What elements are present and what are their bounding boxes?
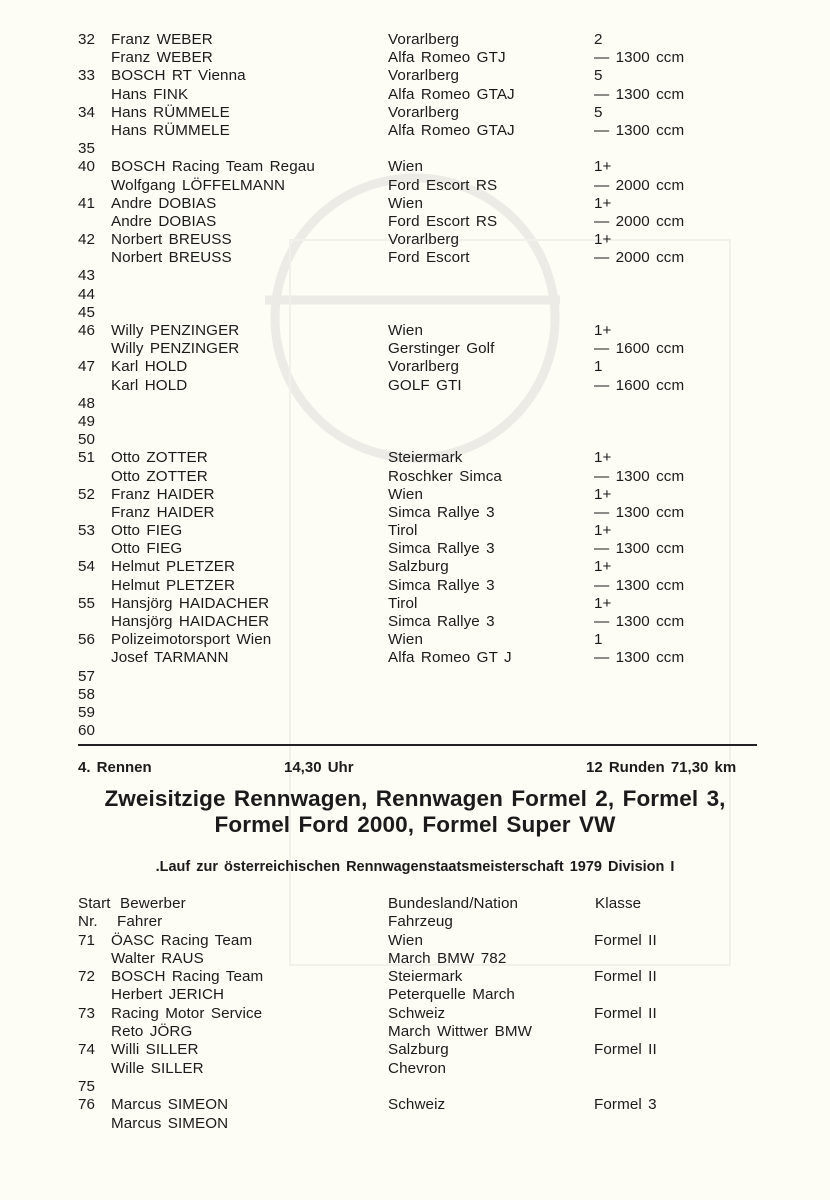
start-number: 76 [78,1096,96,1114]
entry-row [78,486,758,504]
start-number: 58 [78,685,96,703]
entry-row [78,195,758,213]
entrant-name: Helmut PLETZER [111,558,236,576]
entry-class: Formel II [594,931,657,949]
start-number: 59 [78,703,96,721]
entry-class: 1+ [594,449,612,467]
displacement: — 1300 ccm [594,649,685,667]
entry-row [78,522,758,540]
entrant-region: Wien [388,158,424,176]
entrant-region: Salzburg [388,1041,449,1059]
entry-class: 2 [594,31,603,48]
driver-row [78,540,758,558]
entry-list-touring [78,31,758,740]
header-nr: Nr. [78,913,98,931]
race-title-line-2: Formel Ford 2000, Formel Super VW [214,812,616,837]
table-header-row-2 [78,913,758,931]
header-bundesland: Bundesland/Nation [388,895,519,912]
vehicle-name: Alfa Romeo GT J [388,649,512,667]
entry-row [78,1005,758,1023]
driver-name: Franz WEBER [111,49,213,67]
displacement: — 1600 ccm [594,340,685,358]
entrant-name: Hans RÜMMELE [111,103,230,121]
driver-row [78,468,758,486]
driver-row [78,122,758,140]
race-time: 14,30 Uhr [284,759,354,776]
displacement: — 2000 ccm [594,249,685,267]
entrant-region: Vorarlberg [388,231,460,249]
entrant-name: Willy PENZINGER [111,322,240,339]
entry-class: Formel 3 [594,1096,657,1114]
start-number: 34 [78,103,96,121]
driver-row [78,1060,758,1078]
entrant-region: Wien [388,631,424,649]
driver-name: Hans RÜMMELE [111,121,230,139]
driver-row [78,613,758,631]
entry-row [78,322,758,340]
vehicle-name: Peterquelle March [388,986,515,1004]
entry-class: 1+ [594,322,612,339]
vehicle-name: Alfa Romeo GTAJ [388,85,515,103]
driver-row [78,377,758,395]
entry-row [78,704,758,722]
vehicle-name: March Wittwer BMW [388,1023,533,1041]
race-title [60,786,770,838]
entrant-name: Franz WEBER [111,31,213,48]
displacement: — 1600 ccm [594,376,685,394]
vehicle-name: GOLF GTI [388,376,462,394]
entrant-name: Andre DOBIAS [111,194,217,212]
entrant-name: BOSCH Racing Team Regau [111,158,315,176]
entry-row [78,31,758,49]
entrant-name: BOSCH Racing Team [111,968,264,986]
entrant-region: Steiermark [388,449,463,467]
driver-name: Otto ZOTTER [111,467,208,485]
entry-row [78,231,758,249]
driver-row [78,49,758,67]
start-number: 74 [78,1041,96,1059]
header-bewerber: Bewerber [120,895,186,912]
entry-row [78,395,758,413]
entry-list-formula [78,895,758,1133]
driver-row [78,340,758,358]
entry-row [78,932,758,950]
entrant-region: Tirol [388,522,418,540]
vehicle-name: Simca Rallye 3 [388,540,495,558]
start-number: 72 [78,968,96,986]
displacement: — 2000 ccm [594,176,685,194]
start-number: 60 [78,722,96,740]
entry-class: 1+ [594,594,612,612]
start-number: 43 [78,267,96,285]
driver-name: Reto JÖRG [111,1023,193,1041]
driver-name: Andre DOBIAS [111,212,217,230]
driver-row [78,1115,758,1133]
entrant-region: Schweiz [388,1096,446,1114]
entry-row [78,140,758,158]
displacement: — 2000 ccm [594,212,685,230]
start-number: 32 [78,31,96,48]
start-number: 57 [78,667,96,685]
entry-class: 5 [594,103,603,121]
driver-row [78,1023,758,1041]
vehicle-name: Ford Escort [388,249,470,267]
driver-name: Norbert BREUSS [111,249,232,267]
entry-class: 1+ [594,158,612,176]
driver-name: Hans FINK [111,85,189,103]
entrant-name: Norbert BREUSS [111,231,232,249]
entrant-region: Wien [388,322,424,339]
header-fahrer: Fahrer [117,913,163,931]
vehicle-name: Chevron [388,1059,447,1077]
entrant-region: Wien [388,931,424,949]
entry-row [78,968,758,986]
start-number: 53 [78,522,96,540]
entry-row [78,595,758,613]
displacement: — 1300 ccm [594,121,685,139]
entry-row [78,431,758,449]
entry-row [78,104,758,122]
entrant-region: Wien [388,485,424,503]
entrant-name: Polizeimotorsport Wien [111,631,272,649]
start-number: 73 [78,1004,96,1022]
entry-class: 1+ [594,231,612,249]
start-number: 41 [78,194,96,212]
race-distance: 12 Runden 71,30 km [586,759,737,776]
entry-class: 1+ [594,194,612,212]
entrant-region: Wien [388,194,424,212]
start-number: 44 [78,285,96,303]
entry-row [78,158,758,176]
entry-row [78,413,758,431]
entry-row [78,558,758,576]
driver-name: Otto FIEG [111,540,183,558]
start-number: 35 [78,140,96,158]
race-subtitle: .Lauf zur österreichischen Rennwagenstaatsmeisterschaft 1979 Division I [155,859,675,875]
start-number: 51 [78,449,96,467]
entry-class: 1 [594,358,603,376]
vehicle-name: Alfa Romeo GTJ [388,49,506,67]
start-number: 47 [78,358,96,376]
entry-row [78,631,758,649]
driver-name: Herbert JERICH [111,986,225,1004]
entrant-region: Vorarlberg [388,103,460,121]
entry-class: 1+ [594,558,612,576]
start-number: 54 [78,558,96,576]
entrant-region: Schweiz [388,1004,446,1022]
displacement: — 1300 ccm [594,540,685,558]
entry-row [78,358,758,376]
entrant-region: Steiermark [388,968,463,986]
start-number: 75 [78,1077,96,1095]
entry-row [78,286,758,304]
entrant-region: Vorarlberg [388,31,460,48]
race-number: 4. Rennen [78,759,152,776]
entrant-name: Otto FIEG [111,522,183,540]
vehicle-name: Alfa Romeo GTAJ [388,121,515,139]
driver-row [78,649,758,667]
entrant-name: Karl HOLD [111,358,188,376]
driver-name: Marcus SIMEON [111,1114,229,1132]
section-divider [78,744,757,746]
entrant-region: Vorarlberg [388,67,460,85]
start-number: 33 [78,67,96,85]
vehicle-name: Ford Escort RS [388,212,498,230]
driver-name: Wille SILLER [111,1059,204,1077]
start-number: 48 [78,394,96,412]
entry-row [78,1041,758,1059]
entry-row [78,449,758,467]
start-number: 49 [78,412,96,430]
entry-row [78,686,758,704]
start-number: 55 [78,594,96,612]
start-number: 40 [78,158,96,176]
driver-name: Walter RAUS [111,949,204,967]
driver-name: Josef TARMANN [111,649,229,667]
start-number: 46 [78,322,96,339]
entry-class: 5 [594,67,603,85]
entry-class: 1+ [594,522,612,540]
driver-row [78,86,758,104]
vehicle-name: Simca Rallye 3 [388,576,495,594]
driver-name: Helmut PLETZER [111,576,236,594]
start-number: 42 [78,231,96,249]
entry-row [78,1096,758,1114]
race-title-line-1: Zweisitzige Rennwagen, Rennwagen Formel 2, Formel 3, [104,786,726,811]
table-header-row-1 [78,895,758,913]
entry-class: Formel II [594,968,657,986]
entrant-name: Otto ZOTTER [111,449,208,467]
entrant-name: Marcus SIMEON [111,1096,229,1114]
driver-row [78,986,758,1004]
entrant-name: Hansjörg HAIDACHER [111,594,270,612]
driver-row [78,249,758,267]
driver-row [78,504,758,522]
start-number: 56 [78,631,96,649]
driver-row [78,950,758,968]
vehicle-name: Gerstinger Golf [388,340,495,358]
vehicle-name: March BMW 782 [388,949,507,967]
vehicle-name: Roschker Simca [388,467,502,485]
displacement: — 1300 ccm [594,85,685,103]
start-number: 71 [78,931,96,949]
vehicle-name: Simca Rallye 3 [388,613,495,630]
header-fahrzeug: Fahrzeug [388,913,453,931]
entrant-name: ÖASC Racing Team [111,931,253,949]
entry-class: 1 [594,631,603,649]
entrant-region: Salzburg [388,558,449,576]
displacement: — 1300 ccm [594,49,685,67]
header-start: Start [78,895,111,912]
driver-name: Willy PENZINGER [111,340,240,358]
entrant-name: Willi SILLER [111,1041,199,1059]
displacement: — 1300 ccm [594,613,685,630]
driver-name: Karl HOLD [111,376,188,394]
entry-row [78,304,758,322]
vehicle-name: Simca Rallye 3 [388,503,495,521]
displacement: — 1300 ccm [594,576,685,594]
driver-name: Wolfgang LÖFFELMANN [111,176,286,194]
entry-class: Formel II [594,1041,657,1059]
driver-name: Franz HAIDER [111,503,215,521]
displacement: — 1300 ccm [594,467,685,485]
displacement: — 1300 ccm [594,503,685,521]
start-number: 52 [78,485,96,503]
entrant-name: Racing Motor Service [111,1004,263,1022]
entry-class: 1+ [594,485,612,503]
entrant-region: Tirol [388,594,418,612]
header-klasse: Klasse [595,895,642,912]
entry-class: Formel II [594,1004,657,1022]
driver-name: Hansjörg HAIDACHER [111,613,270,630]
start-number: 45 [78,303,96,321]
driver-row [78,577,758,595]
vehicle-name: Ford Escort RS [388,176,498,194]
entry-row [78,722,758,740]
driver-row [78,213,758,231]
entrant-region: Vorarlberg [388,358,460,376]
entry-row [78,67,758,85]
entry-row [78,267,758,285]
driver-row [78,177,758,195]
entry-row [78,668,758,686]
entrant-name: Franz HAIDER [111,485,215,503]
entrant-name: BOSCH RT Vienna [111,67,246,85]
entry-row [78,1078,758,1096]
start-number: 50 [78,431,96,449]
